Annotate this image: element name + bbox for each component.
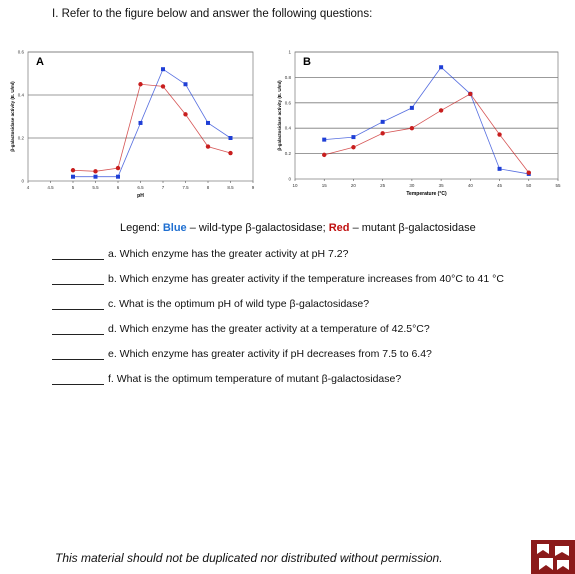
chart-a-mutant-point xyxy=(228,151,232,155)
chart-a-wild-point xyxy=(229,136,233,140)
answer-blank-d[interactable] xyxy=(52,324,104,335)
chart-a-xtick-label: 6 xyxy=(116,185,120,190)
chart-b-wild-point xyxy=(322,138,326,142)
legend-mutant-text: – mutant β-galactosidase xyxy=(349,222,476,234)
chart-b-ytick-label: 0.6 xyxy=(284,100,291,106)
legend-red-word: Red xyxy=(328,222,350,234)
chart-a-xtick-label: 4 xyxy=(26,185,30,190)
answer-blank-a[interactable] xyxy=(52,249,104,260)
question-c xyxy=(52,298,369,310)
chart-a-wild-point xyxy=(184,82,188,86)
answer-blank-c[interactable] xyxy=(52,299,104,310)
footer-notice: This material should not be duplicated nor distributed without permission. xyxy=(55,551,443,565)
chart-a xyxy=(0,42,265,212)
chart-a-ylabel: β-galactosidase activity (E. U/ml) xyxy=(10,81,15,152)
question-f xyxy=(52,373,401,385)
chart-a-wild-point xyxy=(116,175,120,179)
chart-a-mutant-point xyxy=(161,84,165,88)
chart-b-wild-point xyxy=(498,167,502,171)
question-d xyxy=(52,323,430,335)
chart-a-mutant-point xyxy=(93,169,97,173)
chart-a-xlabel: pH xyxy=(137,193,144,199)
chart-b-mutant-point xyxy=(439,108,443,112)
chart-a-xtick-label: 9 xyxy=(251,185,255,190)
answer-blank-f[interactable] xyxy=(52,374,104,385)
chart-a-mutant-point xyxy=(183,112,187,116)
chart-a-wild-point xyxy=(206,121,210,125)
question-a-text: a. Which enzyme has the greater activity at pH 7.2? xyxy=(108,248,349,260)
question-d-text: d. Which enzyme has the greater activity at a temperature of 42.5°C? xyxy=(108,323,430,335)
chart-a-xtick-label: 5.5 xyxy=(92,185,99,190)
chart-a-xtick-label: 6.5 xyxy=(137,185,144,190)
chart-b-xtick-label: 55 xyxy=(555,183,561,188)
chart-b-xtick-label: 10 xyxy=(292,183,298,188)
chart-b-xtick-label: 50 xyxy=(526,183,532,188)
chart-b-mutant-point xyxy=(527,170,531,174)
chart-b-mutant-point xyxy=(497,132,501,136)
chart-a-xtick-label: 7 xyxy=(161,185,165,190)
chart-a-plot-frame xyxy=(28,52,253,181)
chart-a-xtick-label: 4.5 xyxy=(47,185,54,190)
chart-b-wild-line xyxy=(324,67,529,174)
chart-a-ytick-label: 0 xyxy=(21,178,24,184)
chart-b-ytick-label: 0.2 xyxy=(284,151,291,157)
chart-a-mutant-line xyxy=(73,84,231,171)
chart-b-ytick-label: 0 xyxy=(288,176,291,182)
chart-b-xtick-label: 45 xyxy=(497,183,503,188)
chart-b xyxy=(270,42,570,212)
answer-blank-e[interactable] xyxy=(52,349,104,360)
chart-b-mutant-point xyxy=(351,145,355,149)
question-e xyxy=(52,348,432,360)
chart-b-wild-point xyxy=(381,120,385,124)
chart-a-xtick-label: 8.5 xyxy=(227,185,234,190)
chart-b-xtick-label: 15 xyxy=(321,183,327,188)
legend-wild-text: – wild-type β-galactosidase; xyxy=(186,222,329,234)
chart-b-ytick-label: 0.8 xyxy=(284,74,291,80)
chart-a-xtick-label: 5 xyxy=(71,185,75,190)
chart-b-mutant-point xyxy=(410,126,414,130)
chart-b-xtick-label: 35 xyxy=(438,183,444,188)
legend xyxy=(120,222,476,234)
chart-a-panel-label: A xyxy=(36,56,44,68)
chart-b-wild-point xyxy=(351,135,355,139)
answer-blank-b[interactable] xyxy=(52,274,104,285)
legend-prefix: Legend: xyxy=(120,222,163,234)
chart-a-mutant-point xyxy=(116,166,120,170)
chart-b-wild-point xyxy=(439,65,443,69)
chart-b-ytick-label: 0.4 xyxy=(284,125,291,131)
question-a xyxy=(52,248,348,260)
chart-a-ytick-label: 0.6 xyxy=(17,49,24,55)
chart-a-xtick-label: 7.5 xyxy=(182,185,189,190)
chart-a-mutant-point xyxy=(71,168,75,172)
chart-b-xtick-label: 20 xyxy=(350,183,356,188)
chart-b-ytick-label: 1 xyxy=(288,49,291,55)
chart-b-wild-point xyxy=(410,106,414,110)
chart-b-ylabel: β-galactosidase activity (E. U/ml) xyxy=(277,80,282,151)
chart-a-xtick-label: 8 xyxy=(206,185,210,190)
chart-a-ytick-label: 0.4 xyxy=(17,92,24,98)
chart-b-mutant-point xyxy=(468,92,472,96)
chart-a-wild-point xyxy=(94,175,98,179)
question-c-text: c. What is the optimum pH of wild type β-galactosidase? xyxy=(108,298,370,310)
chart-a-wild-point xyxy=(71,175,75,179)
chart-b-xtick-label: 30 xyxy=(409,183,415,188)
question-e-text: e. Which enzyme has greater activity if pH decreases from 7.5 to 6.4? xyxy=(108,348,432,360)
chart-a-mutant-point xyxy=(206,144,210,148)
chart-b-xlabel: Temperature (°C) xyxy=(406,191,447,197)
chart-b-mutant-point xyxy=(322,153,326,157)
chart-a-wild-point xyxy=(161,67,165,71)
question-b-text: b. Which enzyme has greater activity if the temperature increases from 40°C to 41 °C xyxy=(108,273,504,285)
chart-a-mutant-point xyxy=(138,82,142,86)
chart-a-ytick-label: 0.2 xyxy=(17,135,24,141)
question-f-text: f. What is the optimum temperature of mutant β-galactosidase? xyxy=(108,373,402,385)
question-b xyxy=(52,273,504,285)
chart-b-xtick-label: 25 xyxy=(380,183,386,188)
chart-b-mutant-point xyxy=(380,131,384,135)
intro-text: I. Refer to the figure below and answer the following questions: xyxy=(52,8,373,20)
logo-icon xyxy=(531,540,575,574)
chart-a-wild-point xyxy=(139,121,143,125)
chart-b-panel-label: B xyxy=(303,56,311,68)
chart-b-xtick-label: 40 xyxy=(467,183,473,188)
legend-blue-word: Blue xyxy=(162,222,187,234)
